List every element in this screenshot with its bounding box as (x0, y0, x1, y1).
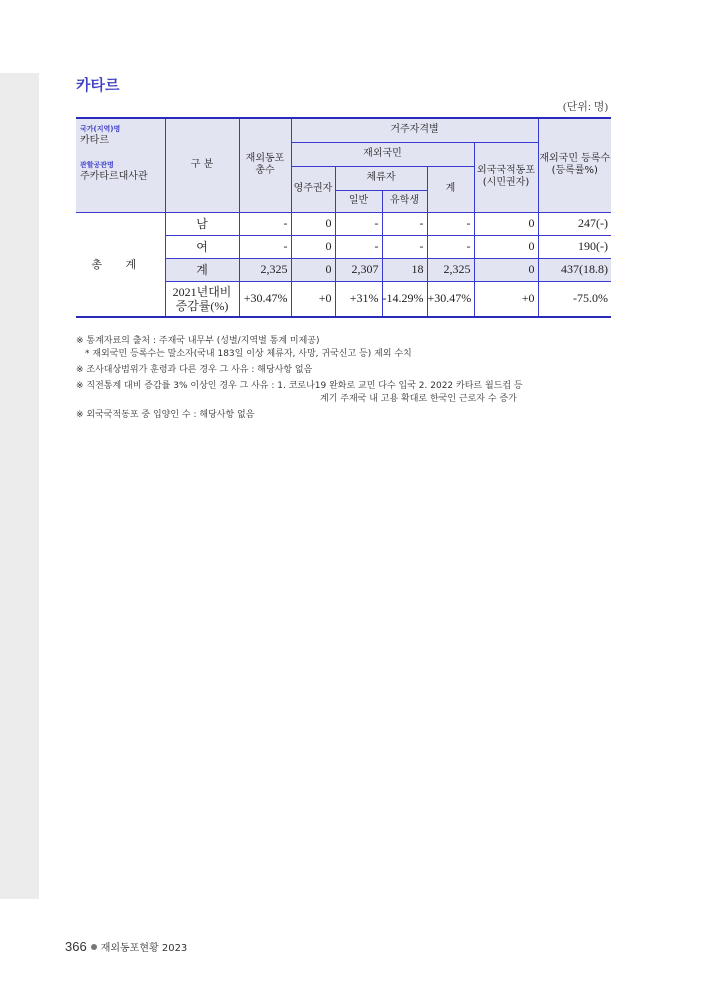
cell-total: +30.47% (239, 281, 291, 317)
cell-student: - (382, 212, 427, 235)
korean-nationals-header: 재외국민 (291, 142, 474, 166)
cell-total: 2,325 (239, 258, 291, 281)
residence-header: 거주자격별 (291, 118, 538, 142)
row-label: 남 (165, 212, 239, 235)
country-header-cell (76, 118, 165, 212)
cell-student: 18 (382, 258, 427, 281)
note-adoptees: ※ 외국국적동포 중 입양인 수 : 해당사항 없음 (76, 410, 255, 420)
page-title: 카타르 (76, 76, 120, 94)
note-subtext: * 재외국민 등록수는 말소자(국내 183일 이상 체류자, 사망, 귀국신고 등) 제외 수치 (85, 349, 412, 359)
country-label: 국가(지역)명 (80, 125, 121, 133)
permanent-header: 영주권자 (291, 166, 335, 212)
category-header: 구 분 (165, 118, 239, 212)
cell-total: - (239, 212, 291, 235)
cell-subtotal: - (427, 212, 474, 235)
note-scope: ※ 조사대상범위가 훈령과 다른 경우 그 사유 : 해당사항 없음 (76, 365, 313, 375)
row-label: 계 (165, 258, 239, 281)
cell-foreign: +0 (474, 281, 538, 317)
row-label: 여 (165, 235, 239, 258)
bullet-dot-icon (91, 944, 97, 950)
note-text: ※ 직전통계 대비 증감률 3% 이상인 경우 그 사유 : 1. 코로나19 완화로 교민 다수 입국 2. 2022 카타르 월드컵 등 (76, 381, 523, 391)
cell-subtotal: 2,325 (427, 258, 474, 281)
country-name: 카타르 (80, 135, 109, 146)
cell-permanent: 0 (291, 212, 335, 235)
cell-permanent: 0 (291, 235, 335, 258)
cell-registered: 247(-) (538, 212, 611, 235)
student-header: 유학생 (382, 190, 427, 212)
foreign-national-header: 외국국적동포 (시민권자) (474, 142, 538, 212)
cell-permanent: +0 (291, 281, 335, 317)
cell-subtotal: - (427, 235, 474, 258)
cell-foreign: 0 (474, 258, 538, 281)
cell-permanent: 0 (291, 258, 335, 281)
cell-registered: 437(18.8) (538, 258, 611, 281)
cell-general: - (335, 212, 382, 235)
cell-student: -14.29% (382, 281, 427, 317)
book-title: 재외동포현황 2023 (100, 943, 188, 954)
page-number: 366 (65, 939, 87, 954)
unit-label: (단위: 명) (562, 101, 608, 113)
cell-total: - (239, 235, 291, 258)
note-change-reason (76, 380, 616, 406)
cell-foreign: 0 (474, 212, 538, 235)
note-text: ※ 통계자료의 출처 : 주재국 내무부 (성별/지역별 통계 미제공) (76, 336, 320, 346)
general-header: 일반 (335, 190, 382, 212)
total-header: 재외동포 총수 (239, 118, 291, 212)
note-continuation: 계기 주재국 내 고용 확대로 한국인 근로자 수 증가 (320, 394, 517, 404)
cell-general: 2,307 (335, 258, 382, 281)
page-footer (65, 939, 187, 954)
office-name: 주카타르대사관 (80, 171, 148, 182)
registered-header: 재외국민 등록수 (등록률%) (538, 118, 611, 212)
cell-subtotal: +30.47% (427, 281, 474, 317)
side-band (0, 73, 39, 899)
cell-foreign: 0 (474, 235, 538, 258)
subtotal-header: 계 (427, 166, 474, 212)
cell-general: - (335, 235, 382, 258)
office-label: 관할공관명 (80, 161, 114, 169)
cell-registered: 190(-) (538, 235, 611, 258)
note-source (76, 335, 616, 361)
sojourn-header: 체류자 (335, 166, 427, 190)
group-label: 총 계 (76, 212, 165, 317)
table-row (76, 212, 611, 235)
cell-student: - (382, 235, 427, 258)
cell-general: +31% (335, 281, 382, 317)
cell-registered: -75.0% (538, 281, 611, 317)
statistics-table (76, 117, 611, 318)
notes (76, 335, 616, 425)
row-label: 2021년대비 증감률(%) (165, 281, 239, 317)
